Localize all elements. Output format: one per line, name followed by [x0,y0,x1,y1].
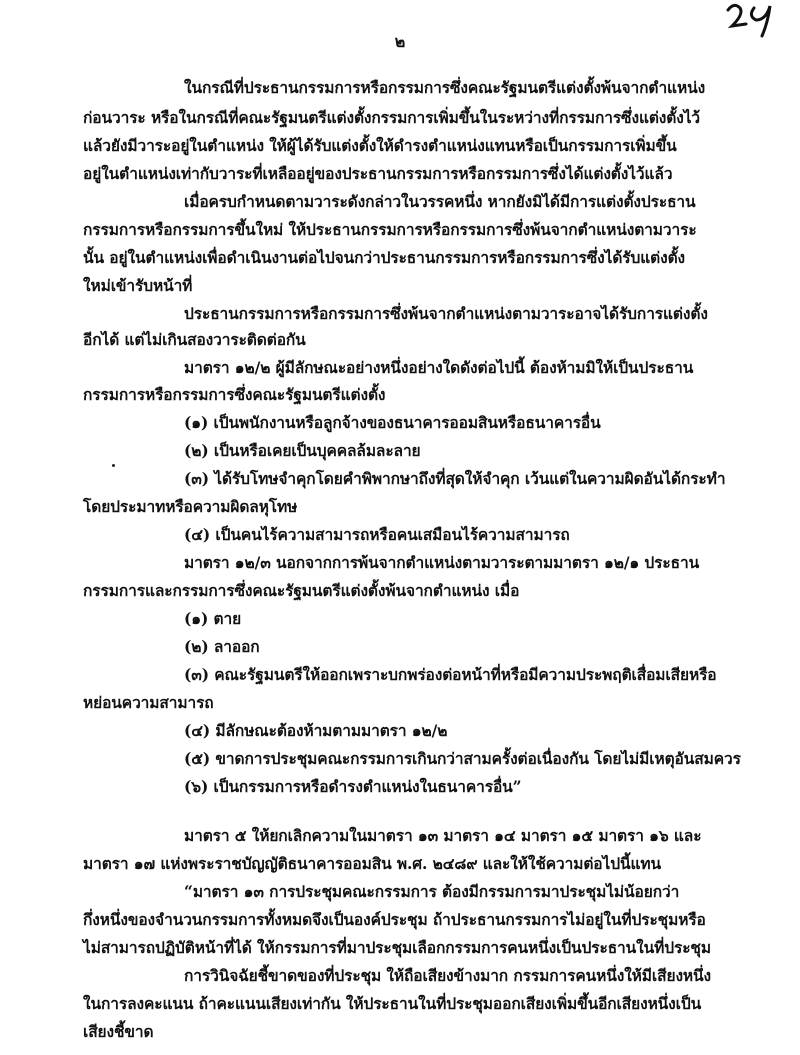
text-line: (๔) เป็นคนไร้ความสามารถหรือคนเสมือนไร้ความสามารถ [184,525,570,544]
text-line: ในการลงคะแนน ถ้าคะแนนเสียงเท่ากัน ให้ประธานในที่ประชุมออกเสียงเพิ่มขึ้นอีกเสียงหนึ่งเป็น [83,994,702,1013]
text-line: (๑) ตาย [184,609,242,628]
text-line: ก่อนวาระ หรือในกรณีที่คณะรัฐมนตรีแต่งตั้งกรรมการเพิ่มขึ้นในระหว่างที่กรรมการซึ่งแต่งตั้งไว้ [83,108,701,127]
text-line: ไม่สามารถปฏิบัติหน้าที่ได้ ให้กรรมการที่มาประชุมเลือกกรรมการคนหนึ่งเป็นประธานในที่ประชุม [83,938,711,957]
text-line: (๓) คณะรัฐมนตรีให้ออกเพราะบกพร่องต่อหน้าที่หรือมีความประพฤติเสื่อมเสียหรือ [184,665,717,684]
text-line: โดยประมาทหรือความผิดลหุโทษ [83,497,298,516]
text-line: นั้น อยู่ในตำแหน่งเพื่อดำเนินงานต่อไปจนกว่าประธานกรรมการหรือกรรมการซึ่งได้รับแต่งตั้ง [83,248,686,267]
text-line: (๖) เป็นกรรมการหรือดำรงตำแหน่งในธนาคารอื่น” [184,777,522,796]
text-line: เสียงชี้ขาด [83,1022,154,1041]
text-line: ใหม่เข้ารับหน้าที่ [83,276,193,295]
text-line: กรรมการและกรรมการซึ่งคณะรัฐมนตรีแต่งตั้งพ้นจากตำแหน่ง เมื่อ [83,581,520,600]
text-line: (๕) ขาดการประชุมคณะกรรมการเกินกว่าสามครั้งต่อเนื่องกัน โดยไม่มีเหตุอันสมควร [184,749,741,768]
text-line: “มาตรา ๑๓ การประชุมคณะกรรมการ ต้องมีกรรมการมาประชุมไม่น้อยกว่า [184,882,680,901]
speck [112,464,115,467]
text-line: (๒) เป็นหรือเคยเป็นบุคคลล้มละลาย [184,441,421,460]
text-line: เมื่อครบกำหนดตามวาระดังกล่าวในวรรคหนึ่ง หากยังมิได้มีการแต่งตั้งประธาน [184,192,696,211]
text-line: มาตรา ๑๒/๒ ผู้มีลักษณะอย่างหนึ่งอย่างใดดังต่อไปนี้ ต้องห้ามมิให้เป็นประธาน [184,358,694,377]
text-line: มาตรา ๑๒/๓ นอกจากการพ้นจากตำแหน่งตามวาระตามมาตรา ๑๒/๑ ประธาน [184,553,700,572]
text-line: กรรมการหรือกรรมการซึ่งคณะรัฐมนตรีแต่งตั้ง [83,385,386,404]
text-line: มาตรา ๕ ให้ยกเลิกความในมาตรา ๑๓ มาตรา ๑๔ มาตรา ๑๕ มาตรา ๑๖ และ [184,826,702,845]
text-line: อยู่ในตำแหน่งเท่ากับวาระที่เหลืออยู่ของประธานกรรมการหรือกรรมการซึ่งได้แต่งตั้งไว้แล้ว [83,164,673,183]
text-line: แล้วยังมีวาระอยู่ในตำแหน่ง ให้ผู้ได้รับแต่งตั้งให้ดำรงตำแหน่งแทนหรือเป็นกรรมการเพิ่มขึ้น [83,136,677,155]
page-number: ๒ [394,32,406,51]
text-line: มาตรา ๑๗ แห่งพระราชบัญญัติธนาคารออมสิน พ.ศ. ๒๔๘๙ และให้ใช้ความต่อไปนี้แทน [83,854,661,873]
text-line: (๓) ได้รับโทษจำคุกโดยคำพิพากษาถึงที่สุดให้จำคุก เว้นแต่ในความผิดอันได้กระทำ [184,469,726,488]
text-line: (๒) ลาออก [184,637,260,656]
text-line: อีกได้ แต่ไม่เกินสองวาระติดต่อกัน [83,330,306,349]
text-line: การวินิจฉัยชี้ขาดของที่ประชุม ให้ถือเสียงข้างมาก กรรมการคนหนึ่งให้มีเสียงหนึ่ง [184,966,711,985]
text-line: (๔) มีลักษณะต้องห้ามตามมาตรา ๑๒/๒ [184,721,448,740]
text-line: (๑) เป็นพนักงานหรือลูกจ้างของธนาคารออมสินหรือธนาคารอื่น [184,413,601,432]
text-line: ประธานกรรมการหรือกรรมการซึ่งพ้นจากตำแหน่งตามวาระอาจได้รับการแต่งตั้ง [184,304,708,323]
text-line: หย่อนความสามารถ [83,693,214,712]
text-line: ในกรณีที่ประธานกรรมการหรือกรรมการซึ่งคณะรัฐมนตรีแต่งตั้งพ้นจากตำแหน่ง [184,78,706,97]
text-line: กึ่งหนึ่งของจำนวนกรรมการทั้งหมดจึงเป็นองค์ประชุม ถ้าประธานกรรมการไม่อยู่ในที่ประชุมหรือ [83,910,706,929]
text-line: กรรมการหรือกรรมการขึ้นใหม่ ให้ประธานกรรมการหรือกรรมการซึ่งพ้นจากตำแหน่งตามวาระ [83,220,697,239]
